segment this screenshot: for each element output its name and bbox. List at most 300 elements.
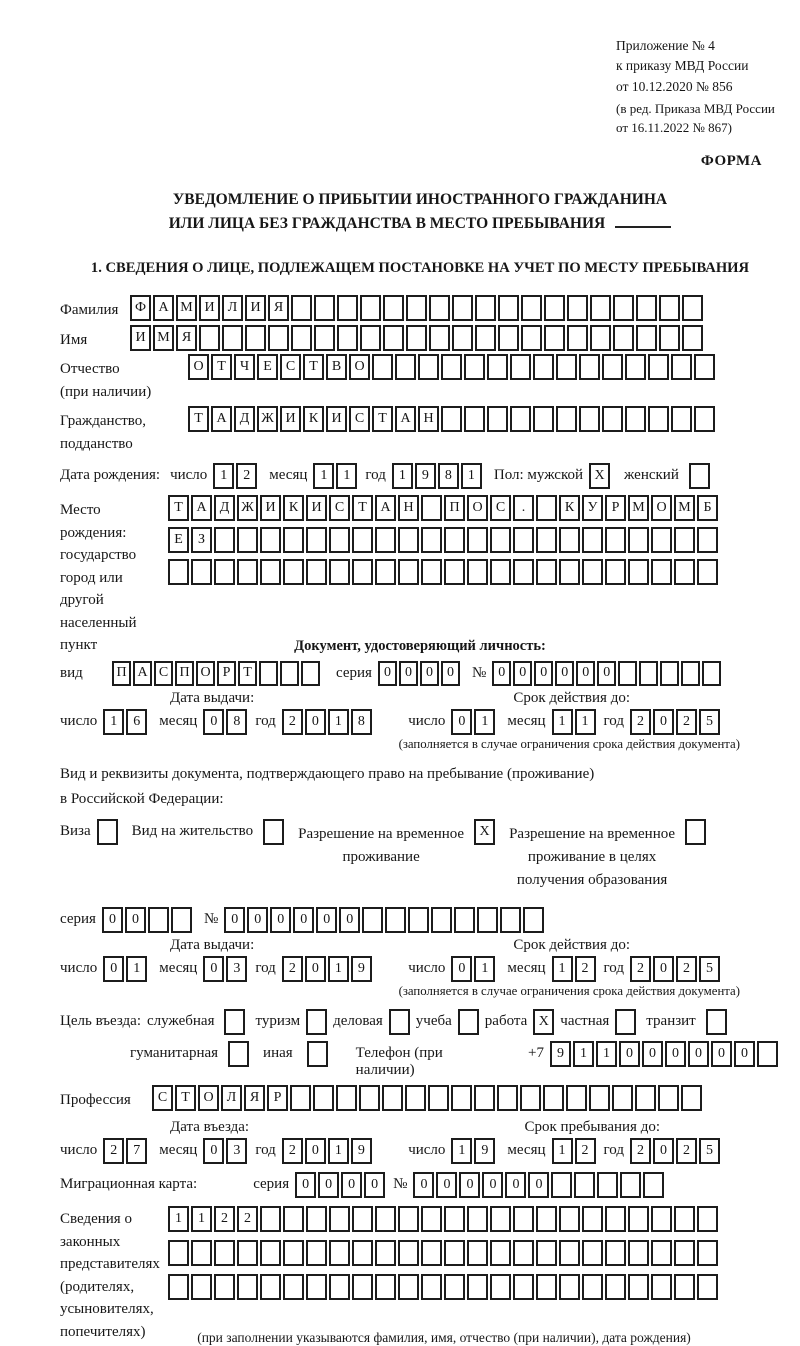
char-cell[interactable]: 1 <box>596 1041 617 1067</box>
char-cell[interactable]: 1 <box>573 1041 594 1067</box>
char-cell[interactable] <box>559 559 580 585</box>
char-cell[interactable]: 0 <box>653 709 674 735</box>
char-cell[interactable] <box>697 527 718 553</box>
char-cell[interactable]: С <box>152 1085 173 1111</box>
char-cell[interactable]: 1 <box>461 463 482 489</box>
char-cell[interactable]: 1 <box>213 463 234 489</box>
char-cell[interactable] <box>283 527 304 553</box>
char-cell[interactable]: О <box>651 495 672 521</box>
char-cell[interactable] <box>467 559 488 585</box>
char-cell[interactable] <box>475 295 496 321</box>
char-cell[interactable] <box>406 325 427 351</box>
char-cell[interactable] <box>544 295 565 321</box>
char-cell[interactable] <box>408 907 429 933</box>
char-cell[interactable]: 2 <box>282 956 303 982</box>
char-cell[interactable]: В <box>326 354 347 380</box>
purpose-tranzit-checkbox[interactable] <box>706 1009 727 1035</box>
char-cell[interactable] <box>467 1240 488 1266</box>
char-cell[interactable] <box>214 527 235 553</box>
char-cell[interactable]: А <box>153 295 174 321</box>
char-cell[interactable] <box>674 527 695 553</box>
char-cell[interactable]: О <box>196 661 215 686</box>
purpose-gumanitarnaya-checkbox[interactable] <box>228 1041 249 1067</box>
char-cell[interactable] <box>329 1206 350 1232</box>
char-cell[interactable]: 0 <box>436 1172 457 1198</box>
char-cell[interactable]: Т <box>188 406 209 432</box>
char-cell[interactable]: 1 <box>451 1138 472 1164</box>
char-cell[interactable]: 0 <box>642 1041 663 1067</box>
char-cell[interactable]: К <box>283 495 304 521</box>
temp-permit-checkbox[interactable]: X <box>474 819 495 845</box>
char-cell[interactable] <box>658 1085 679 1111</box>
char-cell[interactable]: 1 <box>575 709 596 735</box>
char-cell[interactable] <box>513 1274 534 1300</box>
char-cell[interactable] <box>536 1274 557 1300</box>
char-cell[interactable] <box>421 559 442 585</box>
char-cell[interactable]: Е <box>168 527 189 553</box>
char-cell[interactable]: 0 <box>203 1138 224 1164</box>
char-cell[interactable] <box>421 1206 442 1232</box>
sex-female-checkbox[interactable] <box>689 463 710 489</box>
char-cell[interactable]: Я <box>244 1085 265 1111</box>
char-cell[interactable] <box>475 325 496 351</box>
char-cell[interactable] <box>168 1274 189 1300</box>
char-cell[interactable] <box>500 907 521 933</box>
char-cell[interactable]: 9 <box>550 1041 571 1067</box>
char-cell[interactable] <box>214 1274 235 1300</box>
char-cell[interactable]: О <box>467 495 488 521</box>
char-cell[interactable] <box>398 559 419 585</box>
char-cell[interactable] <box>452 295 473 321</box>
char-cell[interactable]: 0 <box>293 907 314 933</box>
char-cell[interactable]: 0 <box>534 661 553 686</box>
char-cell[interactable]: Р <box>605 495 626 521</box>
char-cell[interactable]: З <box>191 527 212 553</box>
char-cell[interactable]: 0 <box>102 907 123 933</box>
char-cell[interactable]: М <box>153 325 174 351</box>
char-cell[interactable] <box>375 1206 396 1232</box>
char-cell[interactable] <box>313 1085 334 1111</box>
char-cell[interactable]: 0 <box>459 1172 480 1198</box>
char-cell[interactable]: 9 <box>351 956 372 982</box>
char-cell[interactable] <box>398 1206 419 1232</box>
char-cell[interactable] <box>674 1240 695 1266</box>
char-cell[interactable] <box>697 1240 718 1266</box>
char-cell[interactable]: 2 <box>575 956 596 982</box>
char-cell[interactable] <box>681 1085 702 1111</box>
char-cell[interactable] <box>513 527 534 553</box>
char-cell[interactable]: 2 <box>236 463 257 489</box>
char-cell[interactable]: 0 <box>576 661 595 686</box>
sex-male-checkbox[interactable]: X <box>589 463 610 489</box>
char-cell[interactable]: О <box>198 1085 219 1111</box>
char-cell[interactable]: 2 <box>214 1206 235 1232</box>
char-cell[interactable]: Р <box>267 1085 288 1111</box>
char-cell[interactable] <box>543 1085 564 1111</box>
char-cell[interactable]: О <box>349 354 370 380</box>
char-cell[interactable] <box>651 527 672 553</box>
char-cell[interactable] <box>605 1240 626 1266</box>
char-cell[interactable] <box>398 1274 419 1300</box>
char-cell[interactable]: 0 <box>420 661 439 686</box>
char-cell[interactable] <box>467 1274 488 1300</box>
char-cell[interactable]: А <box>375 495 396 521</box>
char-cell[interactable] <box>660 661 679 686</box>
char-cell[interactable] <box>222 325 243 351</box>
char-cell[interactable] <box>536 559 557 585</box>
char-cell[interactable]: Ж <box>237 495 258 521</box>
char-cell[interactable] <box>329 527 350 553</box>
char-cell[interactable]: А <box>211 406 232 432</box>
char-cell[interactable] <box>513 559 534 585</box>
char-cell[interactable] <box>306 527 327 553</box>
char-cell[interactable]: И <box>280 406 301 432</box>
char-cell[interactable] <box>628 559 649 585</box>
char-cell[interactable] <box>171 907 192 933</box>
char-cell[interactable]: 2 <box>237 1206 258 1232</box>
char-cell[interactable] <box>441 354 462 380</box>
char-cell[interactable]: 0 <box>305 709 326 735</box>
char-cell[interactable]: 1 <box>313 463 334 489</box>
purpose-turizm-checkbox[interactable] <box>306 1009 327 1035</box>
char-cell[interactable]: 1 <box>336 463 357 489</box>
char-cell[interactable] <box>544 325 565 351</box>
char-cell[interactable] <box>421 1274 442 1300</box>
char-cell[interactable] <box>613 325 634 351</box>
char-cell[interactable]: Т <box>238 661 257 686</box>
char-cell[interactable] <box>697 1274 718 1300</box>
purpose-inaya-checkbox[interactable] <box>307 1041 328 1067</box>
char-cell[interactable] <box>383 295 404 321</box>
char-cell[interactable] <box>398 1240 419 1266</box>
char-cell[interactable]: 0 <box>513 661 532 686</box>
char-cell[interactable] <box>551 1172 572 1198</box>
char-cell[interactable]: Ж <box>257 406 278 432</box>
char-cell[interactable]: 8 <box>438 463 459 489</box>
char-cell[interactable] <box>428 1085 449 1111</box>
char-cell[interactable]: 1 <box>126 956 147 982</box>
purpose-delovaya-checkbox[interactable] <box>389 1009 410 1035</box>
char-cell[interactable] <box>582 1240 603 1266</box>
char-cell[interactable] <box>702 661 721 686</box>
char-cell[interactable]: 0 <box>224 907 245 933</box>
char-cell[interactable] <box>490 1274 511 1300</box>
char-cell[interactable] <box>280 661 299 686</box>
char-cell[interactable]: А <box>395 406 416 432</box>
char-cell[interactable]: О <box>188 354 209 380</box>
char-cell[interactable] <box>618 661 637 686</box>
char-cell[interactable]: Е <box>257 354 278 380</box>
char-cell[interactable] <box>283 1274 304 1300</box>
char-cell[interactable] <box>168 1240 189 1266</box>
char-cell[interactable]: Я <box>176 325 197 351</box>
visa-checkbox[interactable] <box>97 819 118 845</box>
char-cell[interactable]: 2 <box>676 709 697 735</box>
char-cell[interactable]: А <box>191 495 212 521</box>
char-cell[interactable]: Т <box>372 406 393 432</box>
char-cell[interactable] <box>523 907 544 933</box>
char-cell[interactable] <box>360 295 381 321</box>
char-cell[interactable] <box>421 527 442 553</box>
char-cell[interactable]: 1 <box>103 709 124 735</box>
char-cell[interactable]: И <box>260 495 281 521</box>
char-cell[interactable] <box>214 1240 235 1266</box>
char-cell[interactable]: 5 <box>699 1138 720 1164</box>
char-cell[interactable] <box>674 559 695 585</box>
char-cell[interactable] <box>306 1274 327 1300</box>
purpose-ucheba-checkbox[interactable] <box>458 1009 479 1035</box>
char-cell[interactable]: П <box>112 661 131 686</box>
char-cell[interactable]: Н <box>418 406 439 432</box>
char-cell[interactable]: И <box>245 295 266 321</box>
char-cell[interactable] <box>694 406 715 432</box>
char-cell[interactable] <box>498 325 519 351</box>
char-cell[interactable] <box>651 1274 672 1300</box>
char-cell[interactable] <box>464 406 485 432</box>
char-cell[interactable] <box>245 325 266 351</box>
char-cell[interactable]: Н <box>398 495 419 521</box>
char-cell[interactable] <box>237 1240 258 1266</box>
char-cell[interactable] <box>590 325 611 351</box>
char-cell[interactable] <box>467 1206 488 1232</box>
char-cell[interactable] <box>406 295 427 321</box>
char-cell[interactable] <box>237 1274 258 1300</box>
char-cell[interactable]: 2 <box>630 709 651 735</box>
char-cell[interactable]: Т <box>303 354 324 380</box>
char-cell[interactable]: 3 <box>226 956 247 982</box>
char-cell[interactable]: 0 <box>295 1172 316 1198</box>
char-cell[interactable]: 0 <box>318 1172 339 1198</box>
char-cell[interactable] <box>671 406 692 432</box>
char-cell[interactable] <box>671 354 692 380</box>
char-cell[interactable] <box>444 1240 465 1266</box>
char-cell[interactable] <box>612 1085 633 1111</box>
char-cell[interactable] <box>490 559 511 585</box>
char-cell[interactable] <box>352 1206 373 1232</box>
char-cell[interactable]: 2 <box>676 1138 697 1164</box>
char-cell[interactable] <box>510 354 531 380</box>
char-cell[interactable]: Т <box>211 354 232 380</box>
char-cell[interactable] <box>359 1085 380 1111</box>
char-cell[interactable]: 0 <box>482 1172 503 1198</box>
char-cell[interactable]: 5 <box>699 956 720 982</box>
char-cell[interactable] <box>597 1172 618 1198</box>
char-cell[interactable]: 0 <box>528 1172 549 1198</box>
char-cell[interactable]: 1 <box>552 956 573 982</box>
char-cell[interactable]: 0 <box>653 1138 674 1164</box>
char-cell[interactable] <box>694 354 715 380</box>
char-cell[interactable]: 0 <box>665 1041 686 1067</box>
char-cell[interactable] <box>429 325 450 351</box>
char-cell[interactable]: 1 <box>191 1206 212 1232</box>
char-cell[interactable]: 1 <box>552 709 573 735</box>
char-cell[interactable] <box>513 1206 534 1232</box>
char-cell[interactable] <box>682 325 703 351</box>
char-cell[interactable] <box>418 354 439 380</box>
char-cell[interactable] <box>464 354 485 380</box>
char-cell[interactable] <box>643 1172 664 1198</box>
char-cell[interactable] <box>474 1085 495 1111</box>
char-cell[interactable]: 1 <box>474 709 495 735</box>
char-cell[interactable]: И <box>199 295 220 321</box>
char-cell[interactable] <box>260 559 281 585</box>
char-cell[interactable]: 0 <box>492 661 511 686</box>
char-cell[interactable]: М <box>176 295 197 321</box>
char-cell[interactable] <box>382 1085 403 1111</box>
char-cell[interactable] <box>589 1085 610 1111</box>
char-cell[interactable]: 0 <box>505 1172 526 1198</box>
char-cell[interactable]: С <box>349 406 370 432</box>
char-cell[interactable] <box>375 1240 396 1266</box>
char-cell[interactable] <box>520 1085 541 1111</box>
char-cell[interactable] <box>237 559 258 585</box>
char-cell[interactable] <box>306 1240 327 1266</box>
char-cell[interactable] <box>398 527 419 553</box>
char-cell[interactable] <box>559 1206 580 1232</box>
char-cell[interactable]: Т <box>175 1085 196 1111</box>
char-cell[interactable] <box>214 559 235 585</box>
char-cell[interactable] <box>306 1206 327 1232</box>
char-cell[interactable] <box>477 907 498 933</box>
char-cell[interactable] <box>383 325 404 351</box>
char-cell[interactable] <box>314 295 335 321</box>
char-cell[interactable] <box>536 527 557 553</box>
char-cell[interactable] <box>681 661 700 686</box>
char-cell[interactable] <box>352 1240 373 1266</box>
char-cell[interactable] <box>490 1206 511 1232</box>
char-cell[interactable] <box>306 559 327 585</box>
char-cell[interactable] <box>199 325 220 351</box>
char-cell[interactable]: И <box>326 406 347 432</box>
char-cell[interactable] <box>260 1240 281 1266</box>
char-cell[interactable]: 0 <box>413 1172 434 1198</box>
purpose-sluzhebnaya-checkbox[interactable] <box>224 1009 245 1035</box>
char-cell[interactable] <box>336 1085 357 1111</box>
char-cell[interactable] <box>260 1206 281 1232</box>
char-cell[interactable] <box>533 354 554 380</box>
char-cell[interactable] <box>513 1240 534 1266</box>
char-cell[interactable]: 2 <box>575 1138 596 1164</box>
char-cell[interactable] <box>352 527 373 553</box>
char-cell[interactable]: Д <box>234 406 255 432</box>
char-cell[interactable] <box>559 527 580 553</box>
char-cell[interactable]: 9 <box>474 1138 495 1164</box>
char-cell[interactable] <box>602 406 623 432</box>
char-cell[interactable]: 1 <box>392 463 413 489</box>
char-cell[interactable]: 1 <box>552 1138 573 1164</box>
char-cell[interactable] <box>682 295 703 321</box>
char-cell[interactable] <box>444 1206 465 1232</box>
char-cell[interactable] <box>490 527 511 553</box>
char-cell[interactable] <box>659 295 680 321</box>
char-cell[interactable] <box>635 1085 656 1111</box>
char-cell[interactable] <box>385 907 406 933</box>
char-cell[interactable] <box>421 495 442 521</box>
char-cell[interactable] <box>375 1274 396 1300</box>
char-cell[interactable] <box>628 527 649 553</box>
char-cell[interactable] <box>566 1085 587 1111</box>
char-cell[interactable] <box>559 1240 580 1266</box>
char-cell[interactable]: 0 <box>441 661 460 686</box>
char-cell[interactable] <box>559 1274 580 1300</box>
char-cell[interactable] <box>579 354 600 380</box>
char-cell[interactable] <box>260 527 281 553</box>
char-cell[interactable]: С <box>280 354 301 380</box>
char-cell[interactable]: 2 <box>103 1138 124 1164</box>
char-cell[interactable] <box>290 1085 311 1111</box>
char-cell[interactable] <box>613 295 634 321</box>
char-cell[interactable] <box>444 1274 465 1300</box>
char-cell[interactable] <box>590 295 611 321</box>
char-cell[interactable] <box>237 527 258 553</box>
char-cell[interactable]: 8 <box>226 709 247 735</box>
residence-permit-checkbox[interactable] <box>263 819 284 845</box>
char-cell[interactable] <box>372 354 393 380</box>
char-cell[interactable]: 0 <box>247 907 268 933</box>
char-cell[interactable]: 0 <box>305 956 326 982</box>
char-cell[interactable]: 0 <box>399 661 418 686</box>
char-cell[interactable] <box>536 1206 557 1232</box>
char-cell[interactable] <box>314 325 335 351</box>
char-cell[interactable] <box>602 354 623 380</box>
char-cell[interactable] <box>429 295 450 321</box>
purpose-rabota-checkbox[interactable]: X <box>533 1009 554 1035</box>
char-cell[interactable] <box>291 325 312 351</box>
char-cell[interactable] <box>283 559 304 585</box>
char-cell[interactable]: Л <box>222 295 243 321</box>
char-cell[interactable]: 1 <box>328 956 349 982</box>
char-cell[interactable] <box>536 495 557 521</box>
char-cell[interactable] <box>451 1085 472 1111</box>
char-cell[interactable]: 0 <box>451 709 472 735</box>
char-cell[interactable]: 0 <box>653 956 674 982</box>
char-cell[interactable] <box>191 559 212 585</box>
char-cell[interactable] <box>268 325 289 351</box>
char-cell[interactable] <box>360 325 381 351</box>
char-cell[interactable] <box>536 1240 557 1266</box>
char-cell[interactable] <box>283 1206 304 1232</box>
char-cell[interactable]: С <box>490 495 511 521</box>
char-cell[interactable] <box>556 406 577 432</box>
char-cell[interactable] <box>329 559 350 585</box>
char-cell[interactable] <box>582 1274 603 1300</box>
char-cell[interactable]: 1 <box>328 1138 349 1164</box>
char-cell[interactable] <box>533 406 554 432</box>
char-cell[interactable]: 9 <box>415 463 436 489</box>
char-cell[interactable]: 1 <box>474 956 495 982</box>
char-cell[interactable] <box>659 325 680 351</box>
char-cell[interactable]: И <box>130 325 151 351</box>
char-cell[interactable]: С <box>329 495 350 521</box>
purpose-chastnaya-checkbox[interactable] <box>615 1009 636 1035</box>
char-cell[interactable]: 7 <box>126 1138 147 1164</box>
char-cell[interactable]: 0 <box>125 907 146 933</box>
char-cell[interactable]: . <box>513 495 534 521</box>
char-cell[interactable] <box>148 907 169 933</box>
temp-permit-edu-checkbox[interactable] <box>685 819 706 845</box>
char-cell[interactable]: 1 <box>328 709 349 735</box>
char-cell[interactable]: 0 <box>339 907 360 933</box>
char-cell[interactable]: 2 <box>282 709 303 735</box>
char-cell[interactable] <box>454 907 475 933</box>
char-cell[interactable] <box>582 1206 603 1232</box>
char-cell[interactable]: Р <box>217 661 236 686</box>
char-cell[interactable] <box>521 295 542 321</box>
char-cell[interactable]: 0 <box>203 709 224 735</box>
char-cell[interactable]: 0 <box>378 661 397 686</box>
char-cell[interactable] <box>620 1172 641 1198</box>
char-cell[interactable] <box>395 354 416 380</box>
